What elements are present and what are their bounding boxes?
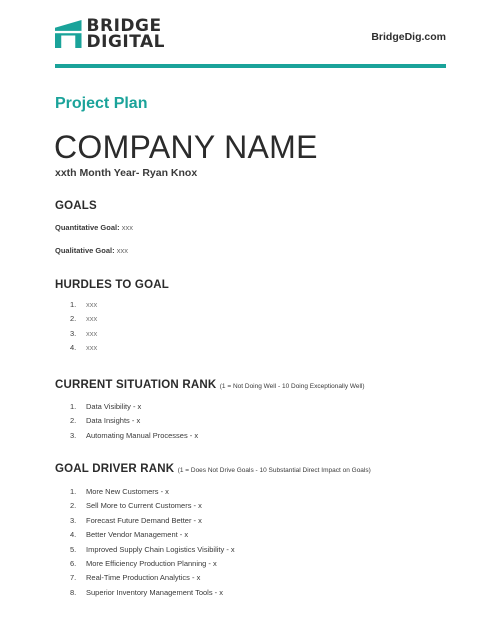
drivers-heading bbox=[55, 463, 371, 475]
logo-line-1: BRIDGE bbox=[86, 16, 162, 36]
situation-scale-note: (1 = Not Doing Well - 10 Doing Exceptionally Well) bbox=[219, 383, 365, 390]
list-item-number: 2. bbox=[70, 501, 77, 511]
list-item-text: xxx bbox=[86, 328, 98, 338]
list-item-number: 3. bbox=[70, 430, 77, 440]
situation-heading-text: CURRENT SITUATION RANK bbox=[55, 379, 217, 391]
list-item bbox=[70, 586, 235, 600]
hurdles-heading-text: HURDLES TO GOAL bbox=[55, 279, 169, 291]
list-item-number: 1. bbox=[70, 300, 77, 309]
date-author-line: xxth Month Year- Ryan Knox bbox=[55, 167, 198, 179]
situation-heading bbox=[55, 379, 365, 391]
list-item-text: xxx bbox=[86, 343, 98, 353]
goals-heading-text: GOALS bbox=[55, 200, 97, 212]
qualitative-goal-value: xxx bbox=[116, 246, 128, 255]
list-item-text: xxx bbox=[86, 300, 98, 309]
list-item-text: More Efficiency Production Planning - x bbox=[86, 558, 217, 568]
list-item-number: 2. bbox=[70, 416, 77, 426]
quantitative-goal-value: xxx bbox=[121, 223, 133, 232]
list-item-number: 2. bbox=[70, 314, 77, 324]
list-item bbox=[70, 571, 235, 585]
list-item-text: More New Customers - x bbox=[86, 487, 169, 496]
list-item-text: Data Insights - x bbox=[86, 416, 141, 426]
list-item bbox=[70, 557, 235, 571]
situation-list bbox=[70, 400, 198, 443]
list-item bbox=[70, 528, 235, 542]
hurdles-list bbox=[70, 298, 97, 356]
list-item-text: Improved Supply Chain Logistics Visibility - x bbox=[86, 544, 235, 554]
list-item-number: 1. bbox=[70, 402, 77, 411]
list-item-number: 3. bbox=[70, 328, 77, 338]
company-name-title: COMPANY NAME bbox=[54, 129, 318, 165]
list-item-text: Data Visibility - x bbox=[86, 402, 142, 411]
list-item-text: Sell More to Current Customers - x bbox=[86, 501, 202, 511]
list-item-text: xxx bbox=[86, 314, 98, 324]
list-item bbox=[70, 400, 198, 414]
list-item-text: Automating Manual Processes - x bbox=[86, 430, 199, 440]
list-item bbox=[70, 514, 235, 528]
list-item bbox=[70, 341, 97, 355]
list-item-number: 6. bbox=[70, 558, 77, 568]
drivers-scale-note: (1 = Does Not Drive Goals - 10 Substantial Direct Impact on Goals) bbox=[177, 467, 371, 474]
list-item-text: Better Vendor Management - x bbox=[86, 530, 189, 540]
list-item bbox=[70, 298, 97, 312]
logo-wordmark bbox=[87, 18, 165, 50]
bridge-logo-icon bbox=[55, 16, 82, 52]
site-link[interactable]: BridgeDig.com bbox=[371, 31, 446, 43]
list-item-number: 1. bbox=[70, 487, 77, 496]
qualitative-goal bbox=[55, 246, 128, 255]
list-item-number: 7. bbox=[70, 573, 77, 583]
quantitative-goal bbox=[55, 223, 133, 232]
list-item bbox=[70, 543, 235, 557]
goals-heading bbox=[55, 200, 97, 212]
list-item bbox=[70, 485, 235, 499]
list-item bbox=[70, 327, 97, 341]
list-item-number: 8. bbox=[70, 587, 77, 597]
logo-line-2: DIGITAL bbox=[86, 32, 165, 52]
drivers-heading-text: GOAL DRIVER RANK bbox=[55, 463, 175, 475]
list-item bbox=[70, 414, 198, 428]
company-logo bbox=[55, 14, 165, 54]
list-item-number: 3. bbox=[70, 515, 77, 525]
page-header bbox=[55, 14, 446, 54]
list-item bbox=[70, 499, 235, 513]
quantitative-goal-label: Quantitative Goal: bbox=[55, 223, 120, 232]
list-item bbox=[70, 312, 97, 326]
list-item-text: Superior Inventory Management Tools - x bbox=[86, 587, 224, 597]
list-item-text: Real-Time Production Analytics - x bbox=[86, 573, 201, 583]
drivers-list bbox=[70, 485, 235, 600]
list-item-number: 4. bbox=[70, 530, 77, 540]
list-item-number: 5. bbox=[70, 544, 77, 554]
qualitative-goal-label: Qualitative Goal: bbox=[55, 246, 115, 255]
header-divider bbox=[55, 64, 446, 68]
list-item-text: Forecast Future Demand Better - x bbox=[86, 515, 202, 525]
hurdles-heading bbox=[55, 279, 169, 291]
document-type-label: Project Plan bbox=[55, 95, 148, 112]
list-item bbox=[70, 429, 198, 443]
list-item-number: 4. bbox=[70, 343, 77, 353]
